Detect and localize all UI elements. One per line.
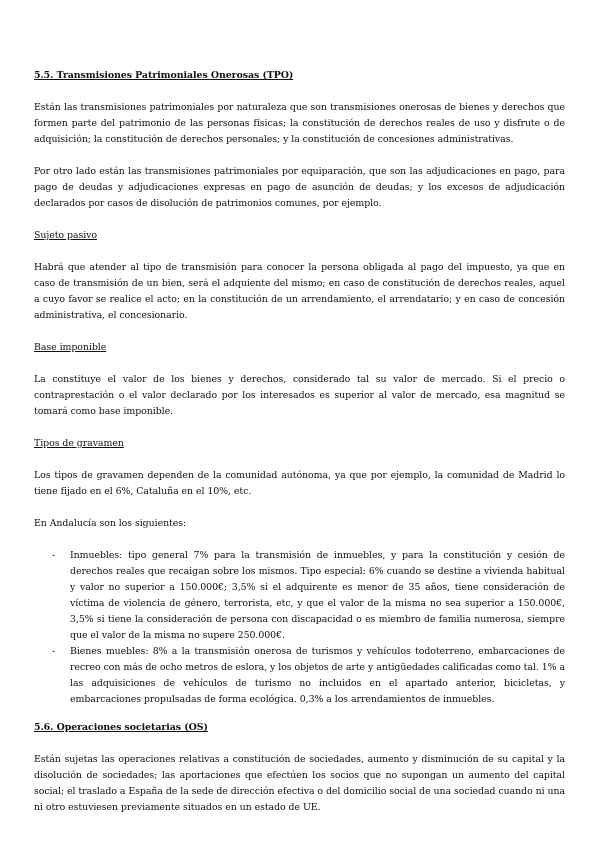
subheading-base-imponible: Base imponible [34, 342, 107, 353]
paragraph-operaciones-societarias: Están sujetas las operaciones relativas a constitución de sociedades, aumento y disminución de su capital y la disolución de sociedades; las aportaciones que efectúen los socios que no supongan un aumento del capital social; el traslado a España de la sede de dirección efectiva o del domicilio social de una sociedad cuando ni una ni otro estuviesen previamente situados en un estado de UE. [34, 754, 565, 813]
section-heading-tpo: 5.5. Transmisiones Patrimoniales Onerosas (TPO) [34, 70, 294, 81]
document-page [34, 68, 565, 816]
section-heading-os: 5.6. Operaciones societarias (OS) [34, 722, 208, 733]
list-item [34, 548, 565, 644]
bullet-dash: - [52, 550, 56, 561]
paragraph-naturaleza: Están las transmisiones patrimoniales por naturaleza que son transmisiones onerosas de bienes y derechos que formen parte del patrimonio de las personas físicas; la constitución de derechos reales de uso y disfrute o de adquisición; la constitución de derechos personales; y la constitución de concesiones administrativas. [34, 102, 565, 145]
paragraph-tipos-gravamen: Los tipos de gravamen dependen de la comunidad autónoma, ya que por ejemplo, la comunidad de Madrid lo tiene fijado en el 6%, Cataluña en el 10%, etc. [34, 470, 565, 497]
paragraph-equiparacion: Por otro lado están las transmisiones patrimoniales por equiparación, que son las adjudicaciones en pago, para pago de deudas y adjudicaciones expresas en pago de asunción de deudas; y los excesos de adjudicación declarados por casos de disolución de patrimonios comunes, por ejemplo. [34, 166, 565, 209]
bullet-dash: - [52, 646, 56, 657]
bullet-text-bienes-muebles: Bienes muebles: 8% a la transmisión onerosa de turismos y vehículos todoterreno, embarcaciones de recreo con más de ocho metros de eslora, y los objetos de arte y antigüedades calificadas como tal. 1% a las adquisiciones de vehículos de turismo no incluidos en el apartado anterior, bicicletas, y embarcaciones propulsadas de forma ecológica. 0,3% a los arrendamientos de inmuebles. [70, 646, 565, 705]
paragraph-sujeto-pasivo: Habrá que atender al tipo de transmisión para conocer la persona obligada al pago del impuesto, ya que en caso de transmisión de un bien, será el adquiente del mismo; en caso de constitución de derechos reales, aquel a cuyo favor se realice el acto; en la constitución de un arrendamiento, el arrendatario; y en caso de concesión administrativa, el concesionario. [34, 262, 565, 321]
bullet-list-andalucia [34, 548, 565, 708]
paragraph-andalucia: En Andalucía son los siguientes: [34, 518, 187, 529]
list-item [34, 644, 565, 708]
bullet-text-inmuebles: Inmuebles: tipo general 7% para la transmisión de inmuebles, y para la constitución y cesión de derechos reales que recaigan sobre los mismos. Tipo especial: 6% cuando se destine a vivienda habitual y valor no superior a 150.000€; 3,5% si el adquirente es menor de 35 años, tiene consideración de víctima de violencia de género, terrorista, etc, y que el valor de la misma no sea superior a 150.000€, 3,5% si tiene la consideración de persona con discapacidad o es miembro de familia numerosa, siempre que el valor de la misma no supere 250.000€. [70, 550, 565, 641]
paragraph-base-imponible: La constituye el valor de los bienes y derechos, considerado tal su valor de mercado. Si el precio o contraprestación o el valor declarado por los interesados es superior al valor de mercado, esa magnitud se tomará como base imponible. [34, 374, 565, 417]
subheading-sujeto-pasivo: Sujeto pasivo [34, 230, 97, 241]
subheading-tipos-gravamen: Tipos de gravamen [34, 438, 124, 449]
